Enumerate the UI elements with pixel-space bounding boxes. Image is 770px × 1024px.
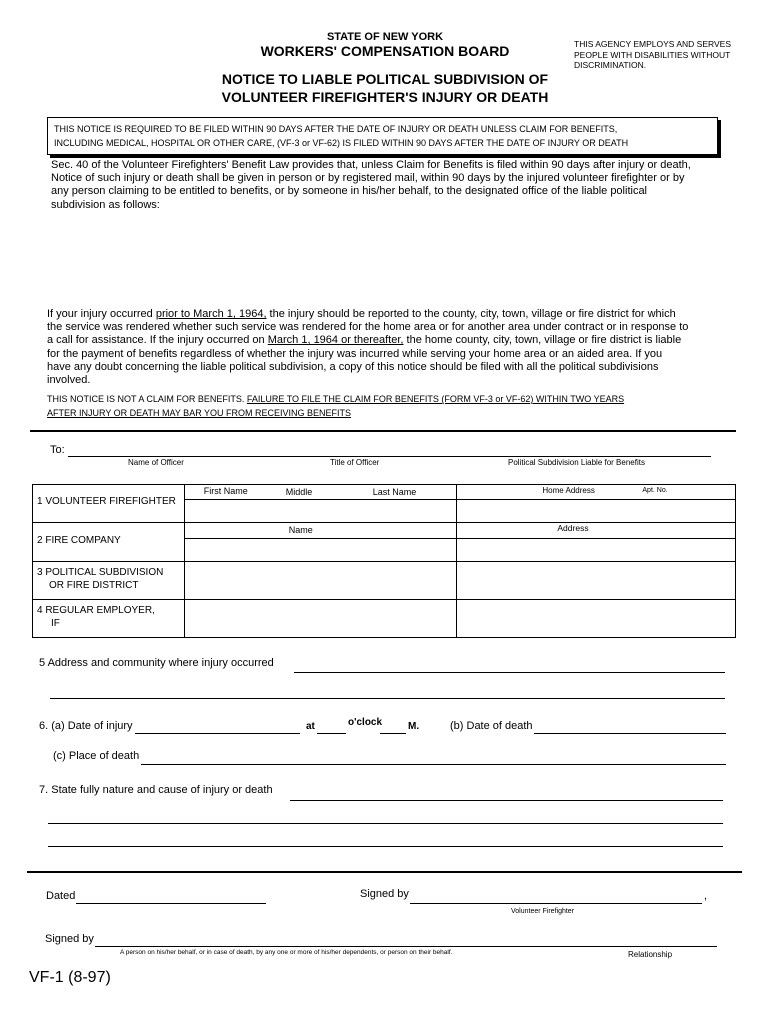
state-heading: STATE OF NEW YORK — [326, 31, 444, 43]
row-label-cell — [33, 485, 185, 523]
fire-district-label: OR FIRE DISTRICT — [49, 580, 139, 591]
first-name-caption: First Name — [203, 486, 248, 496]
fire-company-address-cell[interactable] — [457, 523, 736, 562]
header-divider — [185, 538, 457, 539]
row-label-cell — [33, 562, 185, 600]
to-field[interactable] — [68, 456, 711, 457]
middle-caption: Middle — [285, 487, 313, 497]
subdivision-caption: Political Subdivision Liable for Benefits — [508, 458, 645, 467]
injury-cause-field[interactable] — [290, 800, 723, 801]
q7-label: 7. State fully nature and cause of injury or death — [39, 784, 273, 796]
table-row — [33, 562, 736, 600]
date-of-death-field[interactable] — [534, 733, 726, 734]
section-divider — [30, 430, 736, 432]
firefighter-address-cell[interactable] — [457, 485, 736, 523]
text: THIS NOTICE IS NOT A CLAIM FOR BENEFITS. — [47, 394, 247, 404]
agency-line: THIS AGENCY EMPLOYS AND SERVES — [574, 39, 731, 49]
home-address-caption: Home Address — [542, 486, 595, 495]
notice-line: INCLUDING MEDICAL, HOSPITAL OR OTHER CARE, (VF-3 or VF-62) IS FILED WITHIN 90 DAYS AFTER THE DATE OF INJURY OR DEATH — [54, 138, 629, 148]
header-divider — [457, 499, 735, 500]
underlined-text: FAILURE TO FILE THE CLAIM FOR BENEFITS (FORM VF-3 or VF-62) WITHIN TWO YEARS — [246, 394, 625, 404]
paragraph-line — [47, 334, 688, 347]
if-label: IF — [51, 618, 60, 629]
officer-title-caption: Title of Officer — [330, 458, 380, 467]
table-row — [33, 600, 736, 638]
paragraph-line: subdivision as follows: — [51, 198, 160, 211]
paragraph-line: involved. — [47, 374, 91, 387]
place-of-death-field[interactable] — [141, 764, 726, 765]
sec40-paragraph — [51, 159, 691, 212]
paragraph-line: the service was rendered whether such service was rendered for the home area or for another area under contract or in response to — [47, 321, 689, 334]
signed-by-label: Signed by — [360, 888, 409, 900]
filing-notice-box — [47, 117, 718, 155]
text: If your injury occurred — [47, 308, 156, 320]
officer-name-caption: Name of Officer — [128, 458, 184, 467]
form-id: VF-1 (8-97) — [29, 969, 111, 986]
volunteer-firefighter-caption: Volunteer Firefighter — [511, 908, 575, 915]
q6b-label: (b) Date of death — [450, 720, 533, 732]
am-pm-field[interactable] — [380, 733, 406, 734]
notice-line: THIS NOTICE IS REQUIRED TO BE FILED WITHIN 90 DAYS AFTER THE DATE OF INJURY OR DEATH UNLESS CLAIM FOR BENEFITS, — [54, 124, 618, 134]
form-title-line2: VOLUNTEER FIREFIGHTER'S INJURY OR DEATH — [221, 89, 549, 105]
paragraph-line: any person claiming to be entitled to benefits, or by someone in his/her behalf, to the designated office of the liable political — [51, 185, 648, 198]
injury-location-field[interactable] — [294, 672, 725, 673]
underlined-text: AFTER INJURY OR DEATH MAY BAR YOU FROM RECEIVING BENEFITS — [47, 408, 352, 418]
section-divider — [27, 871, 742, 873]
date-of-injury-field[interactable] — [135, 733, 300, 734]
firefighter-signature-field[interactable] — [410, 903, 702, 904]
signed-by-label-2: Signed by — [45, 933, 94, 945]
injury-cause-field-line2[interactable] — [48, 823, 723, 824]
table-row — [33, 523, 736, 562]
parties-table — [32, 484, 736, 638]
agency-statement — [574, 39, 754, 71]
relationship-caption: Relationship — [628, 950, 673, 959]
oclock-label: o'clock — [348, 717, 383, 728]
behalf-signature-field[interactable] — [95, 946, 717, 947]
paragraph-line: Sec. 40 of the Volunteer Firefighters' Benefit Law provides that, unless Claim for Benefits is filed within 90 days after injury or death, — [51, 159, 691, 171]
name-caption: Name — [288, 525, 313, 535]
underlined-text: prior to March 1, 1964, — [155, 308, 267, 320]
q5-label: 5 Address and community where injury occurred — [39, 657, 274, 669]
injury-location-field-line2[interactable] — [50, 698, 725, 699]
employer-address-cell[interactable] — [457, 600, 736, 638]
subdivision-name-cell[interactable] — [184, 562, 457, 600]
paragraph-line: for the payment of benefits regardless of whether the injury was incurred while serving your home area or an aided area. If you — [47, 347, 663, 360]
fire-company-label: 2 FIRE COMPANY — [37, 535, 121, 546]
comma: , — [704, 890, 708, 902]
underlined-text: March 1, 1964 or thereafter, — [267, 334, 404, 347]
regular-employer-label: 4 REGULAR EMPLOYER, — [37, 605, 155, 616]
volunteer-firefighter-label: 1 VOLUNTEER FIREFIGHTER — [37, 496, 176, 507]
injury-hour-field[interactable] — [317, 733, 346, 734]
apt-no-caption: Apt. No. — [642, 487, 668, 494]
at-label: at — [306, 721, 315, 732]
row-label-cell — [33, 523, 185, 562]
agency-line: DISCRIMINATION. — [574, 60, 647, 70]
q6c-label: (c) Place of death — [53, 750, 140, 762]
agency-line: PEOPLE WITH DISABILITIES WITHOUT — [574, 49, 731, 60]
subdivision-address-cell[interactable] — [457, 562, 736, 600]
behalf-note: A person on his/her behalf, or in case of death, by any one or more of his/her dependents, or person on their behalf. — [120, 949, 453, 956]
employer-name-cell[interactable] — [184, 600, 457, 638]
paragraph-line: Notice of such injury or death shall be given in person or by registered mail, within 90 days by the injured volunteer firefighter or by — [51, 172, 685, 185]
dated-label: Dated — [46, 890, 76, 902]
political-subdivision-label: 3 POLITICAL SUBDIVISION — [37, 567, 164, 578]
last-name-caption: Last Name — [372, 487, 417, 497]
text: the home county, city, town, village or fire district is liable — [403, 334, 682, 347]
paragraph-line: have any doubt concerning the liable political subdivision, a copy of this notice should be filed with all the political subdivisions — [47, 360, 659, 373]
meridiem-label: M. — [408, 721, 420, 732]
header-divider — [185, 499, 457, 500]
table-row — [33, 485, 736, 523]
injury-cause-field-line3[interactable] — [48, 846, 723, 847]
fire-company-name-cell[interactable] — [184, 523, 457, 562]
q6a-label: 6. (a) Date of injury — [39, 720, 133, 732]
form-title-line1: NOTICE TO LIABLE POLITICAL SUBDIVISION OF — [221, 71, 549, 87]
address-caption: Address — [557, 523, 589, 533]
board-heading: WORKERS' COMPENSATION BOARD — [260, 43, 510, 59]
row-label-cell — [33, 600, 185, 638]
header-divider — [457, 538, 735, 539]
firefighter-name-cell[interactable] — [184, 485, 457, 523]
text: the injury should be reported to the county, city, town, village or fire district for which — [266, 308, 676, 320]
injury-date-paragraph — [47, 308, 688, 387]
paragraph-line — [47, 308, 688, 321]
warning-line — [47, 393, 624, 405]
claim-warning — [47, 393, 624, 419]
to-label: To: — [50, 444, 65, 456]
text: a call for assistance. If the injury occurred on — [47, 334, 268, 347]
dated-field[interactable] — [76, 903, 266, 904]
